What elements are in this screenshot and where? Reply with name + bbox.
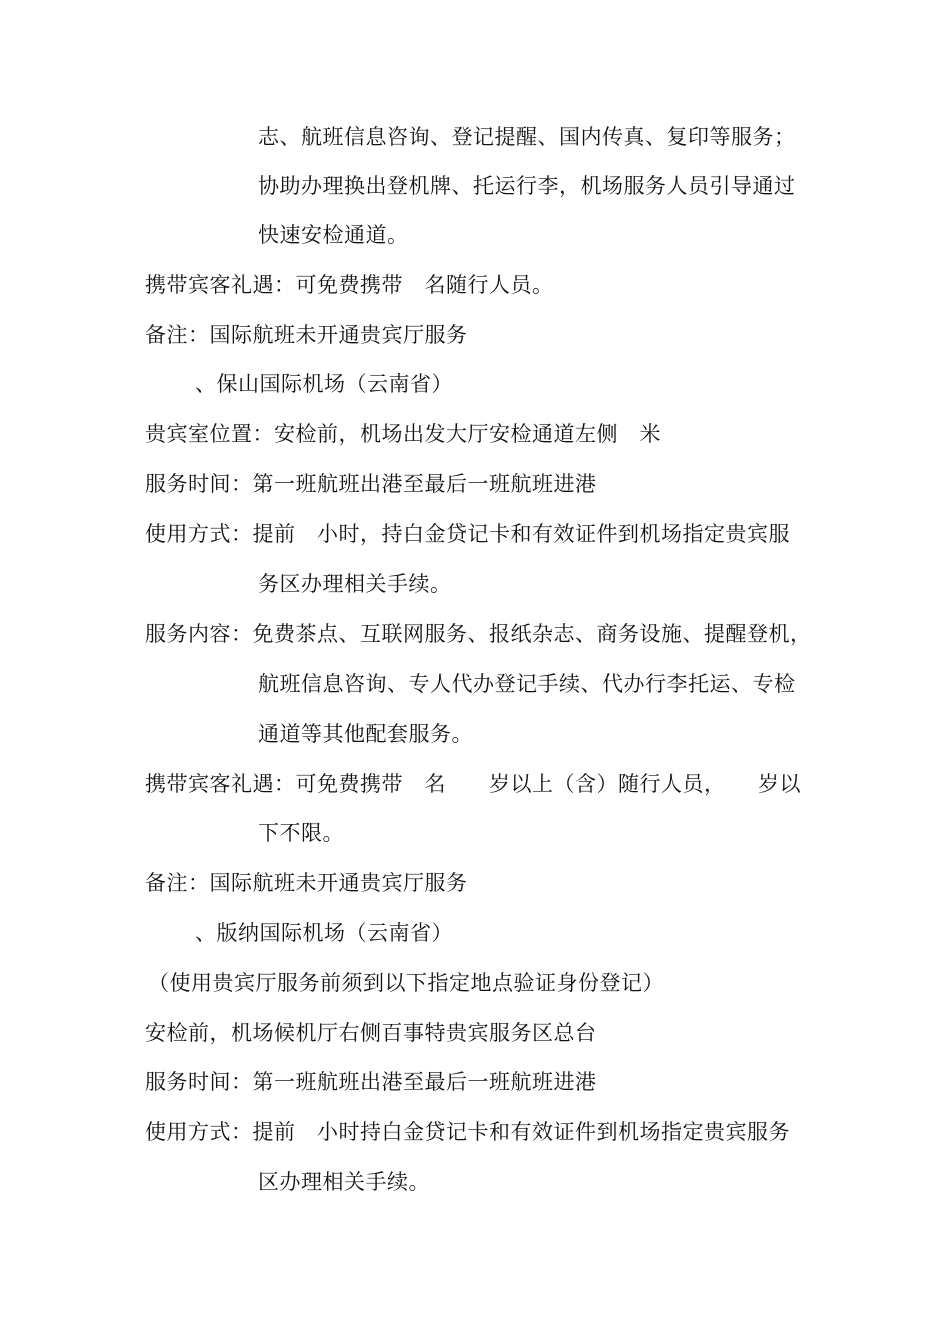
text-line: 务区办理相关手续。	[258, 572, 452, 596]
section-heading: 、版纳国际机场（云南省）	[195, 921, 453, 945]
text-line: 使用方式：提前 小时，持白金贷记卡和有效证件到机场指定贵宾服	[145, 522, 790, 546]
text-line: 服务内容：免费茶点、互联网服务、报纸杂志、商务设施、提醒登机，	[145, 622, 812, 646]
text-line: 贵宾室位置：安检前，机场出发大厅安检通道左侧 米	[145, 422, 661, 446]
text-line: 通道等其他配套服务。	[258, 722, 473, 746]
text-line: 服务时间：第一班航班出港至最后一班航班进港	[145, 1070, 597, 1094]
section-heading: 、保山国际机场（云南省）	[195, 372, 453, 396]
text-line: （使用贵宾厅服务前须到以下指定地点验证身份登记）	[148, 971, 664, 995]
text-line: 安检前，机场候机厅右侧百事特贵宾服务区总台	[145, 1021, 597, 1045]
text-line: 志、航班信息咨询、登记提醒、国内传真、复印等服务；	[258, 125, 796, 149]
text-line: 区办理相关手续。	[258, 1170, 430, 1194]
text-line: 备注：国际航班未开通贵宾厅服务	[145, 871, 468, 895]
text-line: 下不限。	[258, 821, 344, 845]
text-line: 备注：国际航班未开通贵宾厅服务	[145, 323, 468, 347]
text-line: 携带宾客礼遇：可免费携带 名随行人员。	[145, 273, 554, 297]
text-line: 服务时间：第一班航班出港至最后一班航班进港	[145, 472, 597, 496]
text-line: 使用方式：提前 小时持白金贷记卡和有效证件到机场指定贵宾服务	[145, 1120, 790, 1144]
text-line: 携带宾客礼遇：可免费携带 名 岁以上（含）随行人员， 岁以	[145, 772, 801, 796]
text-line: 航班信息咨询、专人代办登记手续、代办行李托运、专检	[258, 672, 796, 696]
text-line: 快速安检通道。	[258, 223, 409, 247]
text-line: 协助办理换出登机牌、托运行李，机场服务人员引导通过	[258, 174, 796, 198]
